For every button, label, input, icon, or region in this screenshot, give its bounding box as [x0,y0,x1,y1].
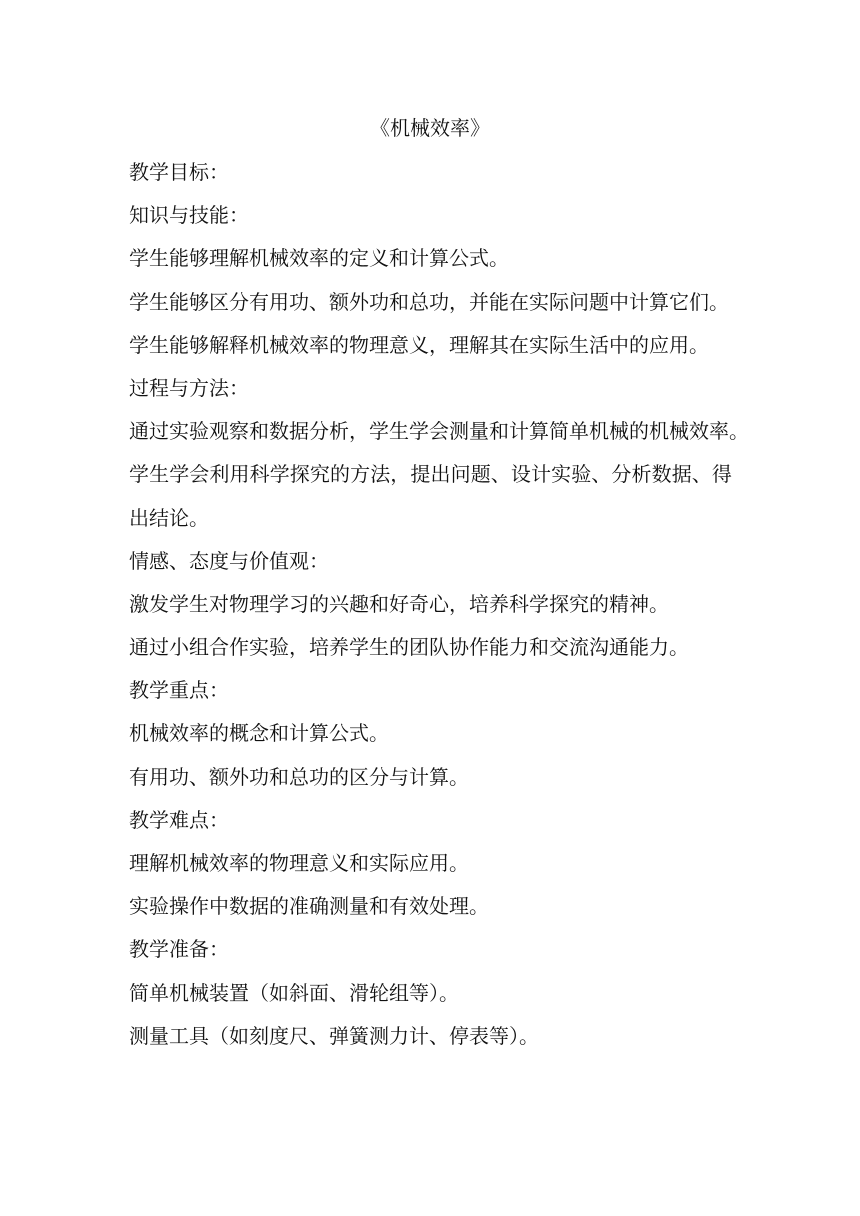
paragraph-line: 学生学会利用科学探究的方法，提出问题、设计实验、分析数据、得 [129,462,732,487]
section-heading-key-points: 教学重点： [129,678,229,703]
paragraph-line: 学生能够理解机械效率的定义和计算公式。 [129,246,509,271]
document-title: 《机械效率》 [370,116,490,140]
subheading-knowledge-skills: 知识与技能： [129,203,249,228]
paragraph-line: 实验操作中数据的准确测量和有效处理。 [129,894,489,919]
paragraph-line: 学生能够解释机械效率的物理意义，理解其在实际生活中的应用。 [129,332,709,357]
paragraph-line: 激发学生对物理学习的兴趣和好奇心，培养科学探究的精神。 [129,591,669,616]
section-heading-preparation: 教学准备： [129,937,229,962]
paragraph-line: 简单机械装置（如斜面、滑轮组等）。 [129,980,459,1005]
paragraph-line: 有用功、额外功和总功的区分与计算。 [129,764,469,789]
paragraph-line: 机械效率的概念和计算公式。 [129,721,389,746]
paragraph-line: 学生能够区分有用功、额外功和总功，并能在实际问题中计算它们。 [129,289,729,314]
paragraph-line: 通过小组合作实验，培养学生的团队协作能力和交流沟通能力。 [129,635,689,660]
paragraph-line-continuation: 出结论。 [129,505,209,530]
paragraph-line: 理解机械效率的物理意义和实际应用。 [129,851,469,875]
section-heading-difficulties: 教学难点： [129,807,229,832]
subheading-process-methods: 过程与方法： [129,375,249,400]
document-body [129,157,749,1064]
section-heading-teaching-goals: 教学目标： [129,160,229,184]
subheading-emotion-attitude-values: 情感、态度与价值观： [129,548,329,573]
paragraph-line: 测量工具（如刻度尺、弹簧测力计、停表等）。 [129,1023,539,1048]
paragraph-line: 通过实验观察和数据分析，学生学会测量和计算简单机械的机械效率。 [129,419,749,444]
